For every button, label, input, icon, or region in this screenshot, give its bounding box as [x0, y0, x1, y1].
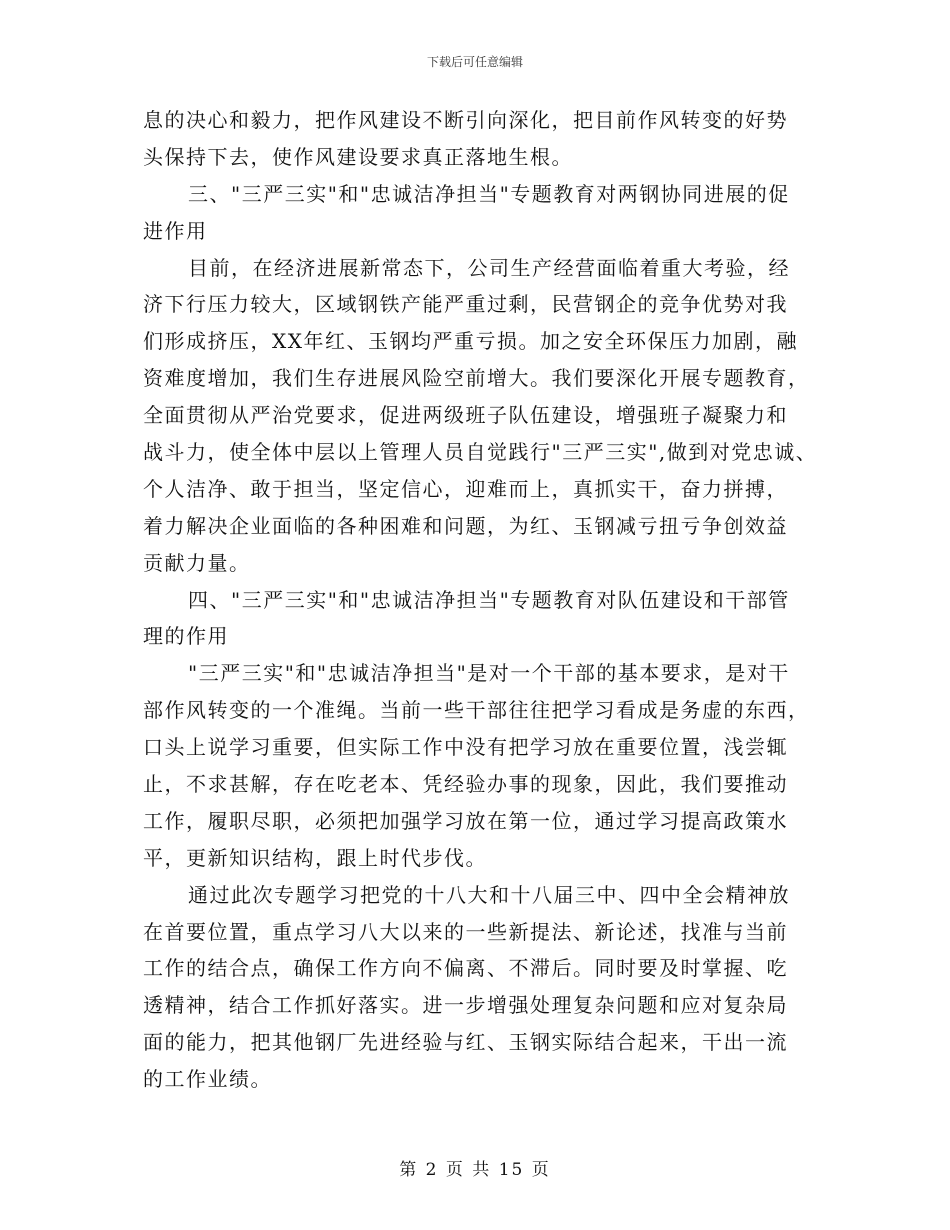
text-line: 止，不求甚解，存在吃老本、凭经验办事的现象，因此，我们要推动: [143, 772, 788, 797]
text-line: 透精神，结合工作抓好落实。进一步增强处理复杂问题和应对复杂局: [143, 993, 788, 1018]
text-line: 口头上说学习重要，但实际工作中没有把学习放在重要位置，浅尝辄: [143, 735, 788, 760]
text-line: 在首要位置，重点学习八大以来的一些新提法、新论述，找准与当前: [143, 919, 788, 944]
text-line: 头保持下去，使作风建设要求真正落地生根。: [143, 144, 573, 169]
text-line: 三、"三严三实"和"忠诚洁净担当"专题教育对两钢协同进展的促: [188, 181, 790, 206]
text-line: 部作风转变的一个准绳。当前一些干部往往把学习看成是务虚的东西，: [143, 698, 810, 723]
text-line: 们形成挤压，XX年红、玉钢均严重亏损。加之安全环保压力加剧，融: [143, 329, 798, 354]
text-line: 息的决心和毅力，把作风建设不断引向深化，把目前作风转变的好势: [143, 108, 788, 132]
text-line: 贡献力量。: [143, 550, 251, 575]
document-body: [143, 102, 823, 1098]
text-line: 的工作业绩。: [143, 1067, 272, 1092]
page-header-note: 下载后可任意编辑: [426, 55, 523, 69]
text-line: 面的能力，把其他钢厂先进经验与红、玉钢实际结合起来，干出一流: [143, 1030, 788, 1055]
text-line: 进作用: [143, 218, 208, 243]
text-line: 着力解决企业面临的各种困难和问题，为红、玉钢减亏扭亏争创效益: [143, 513, 788, 538]
text-line: 工作，履职尽职，必须把加强学习放在第一位，通过学习提高政策水: [143, 808, 788, 833]
text-line: 工作的结合点，确保工作方向不偏离、不滞后。同时要及时掌握、吃: [143, 956, 788, 981]
text-line: 全面贯彻从严治党要求，促进两级班子队伍建设，增强班子凝聚力和: [143, 403, 788, 428]
text-line: 济下行压力较大，区域钢铁产能严重过剩，民营钢企的竞争优势对我: [143, 292, 788, 317]
text-line: 个人洁净、敢于担当，坚定信心，迎难而上，真抓实干，奋力拼搏，: [143, 476, 788, 501]
text-line: "三严三实"和"忠诚洁净担当"是对一个干部的基本要求，是对干: [188, 661, 790, 686]
text-line: 目前，在经济进展新常态下，公司生产经营面临着重大考验，经: [188, 255, 790, 280]
text-line: 平，更新知识结构，跟上时代步伐。: [143, 845, 487, 870]
page-number: 第 2 页 共 15 页: [399, 1160, 551, 1180]
text-line: 理的作用: [143, 624, 229, 649]
text-line: 通过此次专题学习把党的十八大和十八届三中、四中全会精神放: [188, 882, 790, 907]
text-line: 资难度增加，我们生存进展风险空前增大。我们要深化开展专题教育，: [143, 366, 810, 391]
text-line: 四、"三严三实"和"忠诚洁净担当"专题教育对队伍建设和干部管: [188, 587, 790, 612]
text-line: 战斗力，使全体中层以上管理人员自觉践行"三严三实",做到对党忠诚、: [143, 440, 818, 465]
